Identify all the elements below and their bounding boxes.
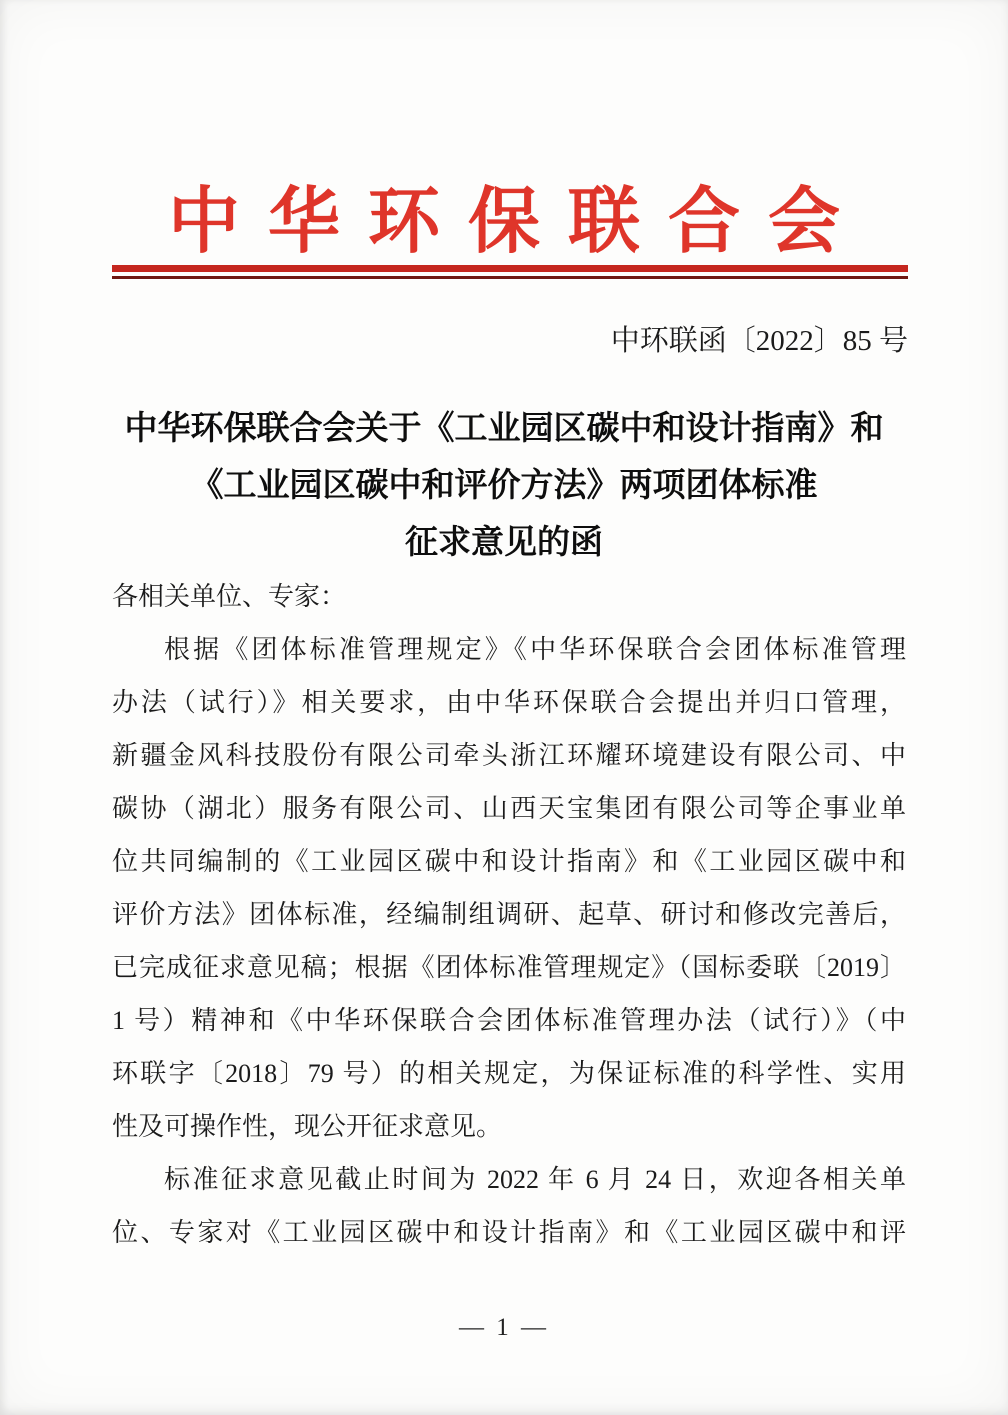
- body-line: 位、专家对《工业园区碳中和设计指南》和《工业园区碳中和评: [112, 1218, 906, 1247]
- document-title: [0, 401, 1008, 572]
- page-number: — 1 —: [459, 1314, 549, 1341]
- body-text: [112, 570, 906, 1259]
- body-line: 环联字〔2018〕79 号）的相关规定，为保证标准的科学性、实用: [112, 1059, 906, 1088]
- body-line: 已完成征求意见稿；根据《团体标准管理规定》（国标委联〔2019〕: [112, 953, 906, 982]
- body-line: 标准征求意见截止时间为 2022 年 6 月 24 日，欢迎各相关单: [164, 1165, 906, 1194]
- document-title-line-1: 中华环保联合会关于《工业园区碳中和设计指南》和: [124, 411, 884, 447]
- body-line: 1 号）精神和《中华环保联合会团体标准管理办法（试行）》（中: [112, 1006, 906, 1035]
- letterhead-rule-thick: [112, 265, 908, 272]
- letterhead-rule-thin: [112, 276, 908, 279]
- salutation: 各相关单位、专家：: [112, 582, 347, 611]
- body-line: 根据《团体标准管理规定》《中华环保联合会团体标准管理: [164, 635, 906, 664]
- body-line: 碳协（湖北）服务有限公司、山西天宝集团有限公司等企事业单: [112, 794, 906, 823]
- body-line: 评价方法》团体标准，经编制组调研、起草、研讨和修改完善后，: [112, 900, 906, 929]
- body-line: 性及可操作性，现公开征求意见。: [112, 1112, 503, 1141]
- body-line: 新疆金风科技股份有限公司牵头浙江环耀环境建设有限公司、中: [112, 741, 906, 770]
- document-number: 中环联函〔2022〕85 号: [610, 325, 908, 357]
- body-line: 位共同编制的《工业园区碳中和设计指南》和《工业园区碳中和: [112, 847, 906, 876]
- body-line: 办法（试行）》相关要求，由中华环保联合会提出并归口管理，: [112, 688, 906, 717]
- letterhead-org-name: 中华环保联合会: [167, 182, 868, 262]
- document-title-line-3: 征求意见的函: [405, 525, 603, 561]
- document-title-line-2: 《工业园区碳中和评价方法》两项团体标准: [190, 468, 818, 504]
